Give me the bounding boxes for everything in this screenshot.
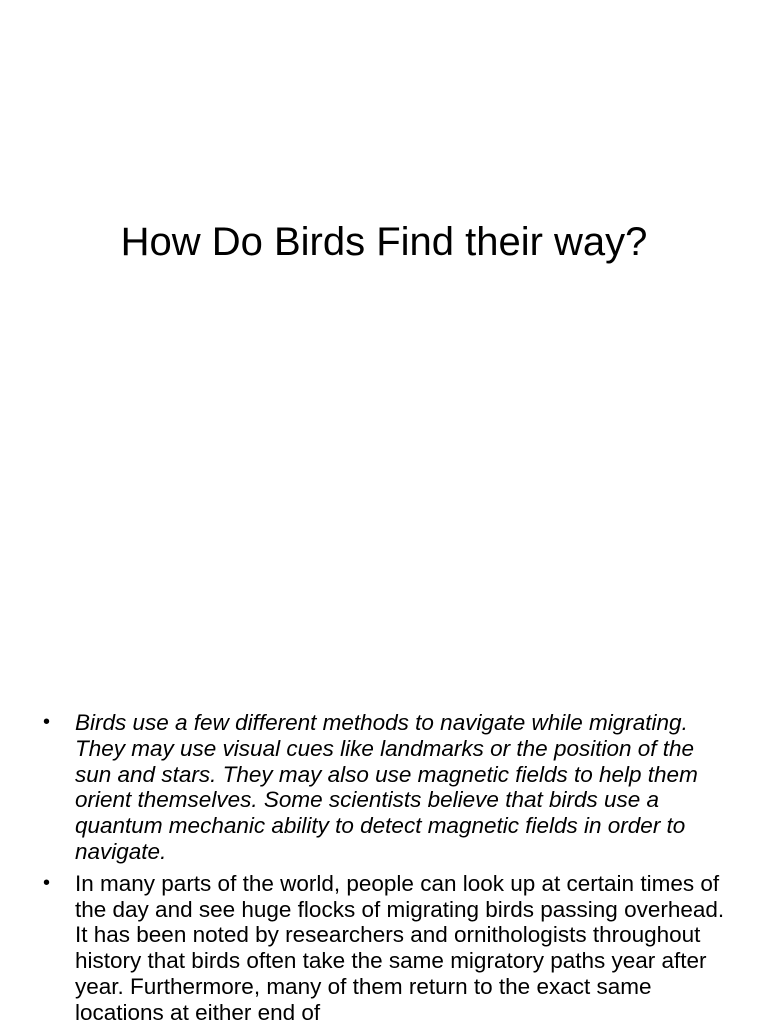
bullet-icon: • bbox=[43, 871, 51, 894]
bullet-text: Birds use a few different methods to navigate while migrating. They may use visual cues like landmarks or the position of the sun and stars. They may also use magnetic fields to help them orient themselves. Some scientists believe that birds use a quantum mechanic ability to detect magnetic fields in order to navigate. bbox=[75, 710, 698, 864]
slide-title: How Do Birds Find their way? bbox=[120, 220, 648, 264]
bullet-icon: • bbox=[43, 711, 51, 733]
bullet-item bbox=[40, 871, 730, 1024]
bullet-item bbox=[40, 710, 730, 865]
bullet-text: In many parts of the world, people can look up at certain times of the day and see huge flocks of migrating birds passing overhead. It has been noted by researchers and ornithologists throughout history that birds often take the same migratory paths year after year. Furthermore, many of them return to the exact same locations at either end of bbox=[75, 870, 725, 1024]
bullet-list bbox=[40, 710, 730, 1024]
